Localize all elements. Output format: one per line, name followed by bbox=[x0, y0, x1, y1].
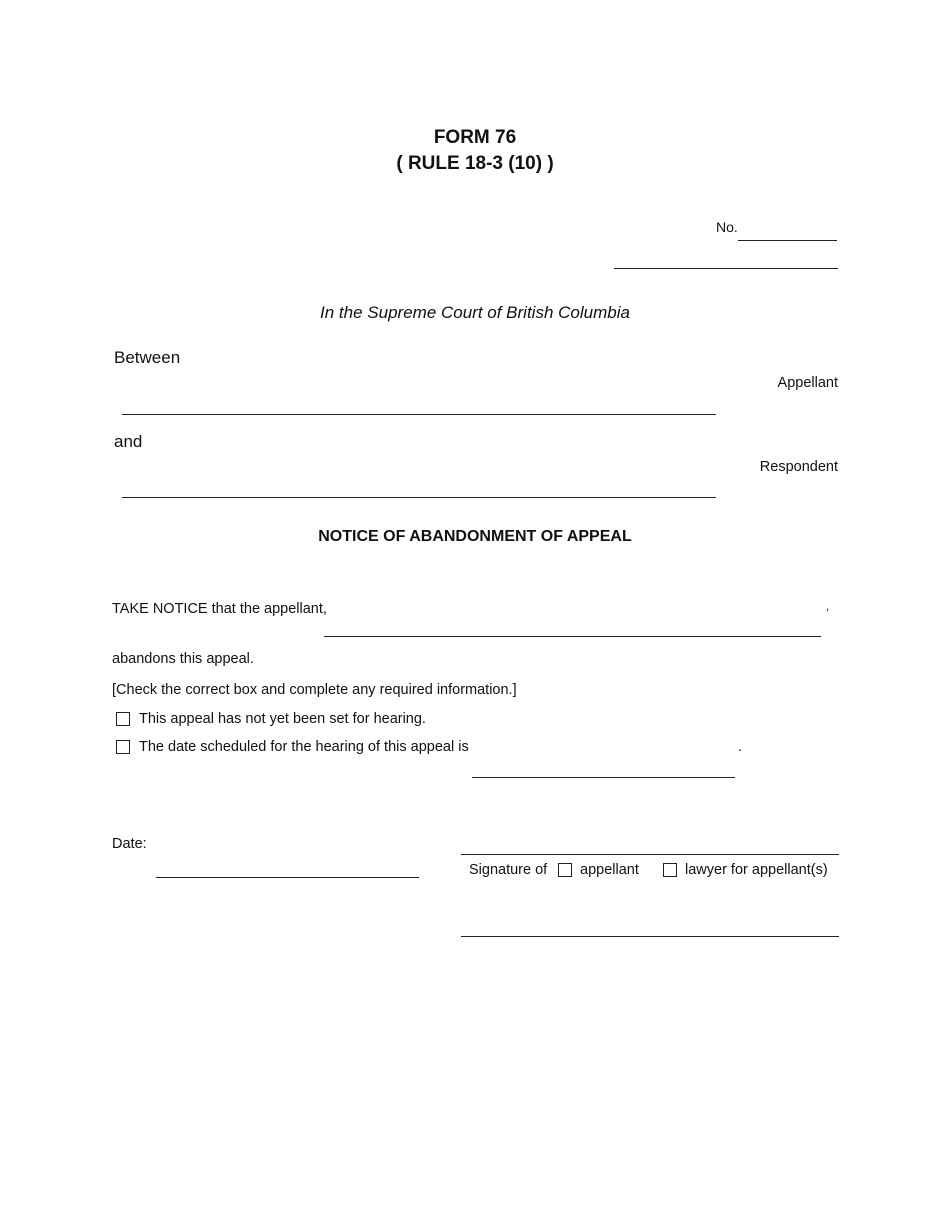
respondent-label: Respondent bbox=[759, 459, 838, 475]
court-name: In the Supreme Court of British Columbia bbox=[320, 303, 630, 322]
case-number-label: No. bbox=[716, 219, 738, 235]
signature-of-label: Signature of bbox=[469, 862, 548, 878]
appellant-option-label: appellant bbox=[580, 862, 639, 878]
between-label: Between bbox=[114, 348, 181, 367]
not-set-checkbox[interactable] bbox=[116, 712, 130, 726]
instruction-text: [Check the correct box and complete any required information.] bbox=[112, 682, 517, 698]
period-mark: . bbox=[738, 739, 743, 755]
scheduled-label: The date scheduled for the hearing of this appeal is bbox=[139, 739, 469, 755]
registry-underline[interactable] bbox=[614, 268, 838, 269]
appellant-field-underline bbox=[324, 636, 821, 637]
date-label: Date: bbox=[112, 836, 147, 852]
appellant-name-underline bbox=[122, 414, 716, 415]
signature-line[interactable] bbox=[461, 854, 839, 855]
appellant-label: Appellant bbox=[777, 375, 838, 391]
form-title: FORM 76 bbox=[433, 127, 517, 148]
notice-title: NOTICE OF ABANDONMENT OF APPEAL bbox=[318, 528, 632, 545]
scheduled-checkbox[interactable] bbox=[116, 740, 130, 754]
hearing-date-underline bbox=[472, 777, 735, 778]
date-underline bbox=[156, 877, 419, 878]
not-set-label: This appeal has not yet been set for hearing. bbox=[139, 711, 426, 727]
comma-mark: , bbox=[826, 601, 830, 613]
and-label: and bbox=[114, 432, 143, 451]
signatory-name-line[interactable] bbox=[461, 936, 839, 937]
form-rule: ( RULE 18-3 (10) ) bbox=[396, 153, 554, 174]
respondent-name-underline bbox=[122, 497, 716, 498]
take-notice-text: TAKE NOTICE that the appellant, bbox=[112, 601, 327, 617]
lawyer-checkbox[interactable] bbox=[663, 863, 677, 877]
appellant-checkbox[interactable] bbox=[558, 863, 572, 877]
case-number-underline bbox=[738, 240, 837, 241]
lawyer-option-label: lawyer for appellant(s) bbox=[685, 862, 828, 878]
abandons-text: abandons this appeal. bbox=[112, 651, 254, 667]
